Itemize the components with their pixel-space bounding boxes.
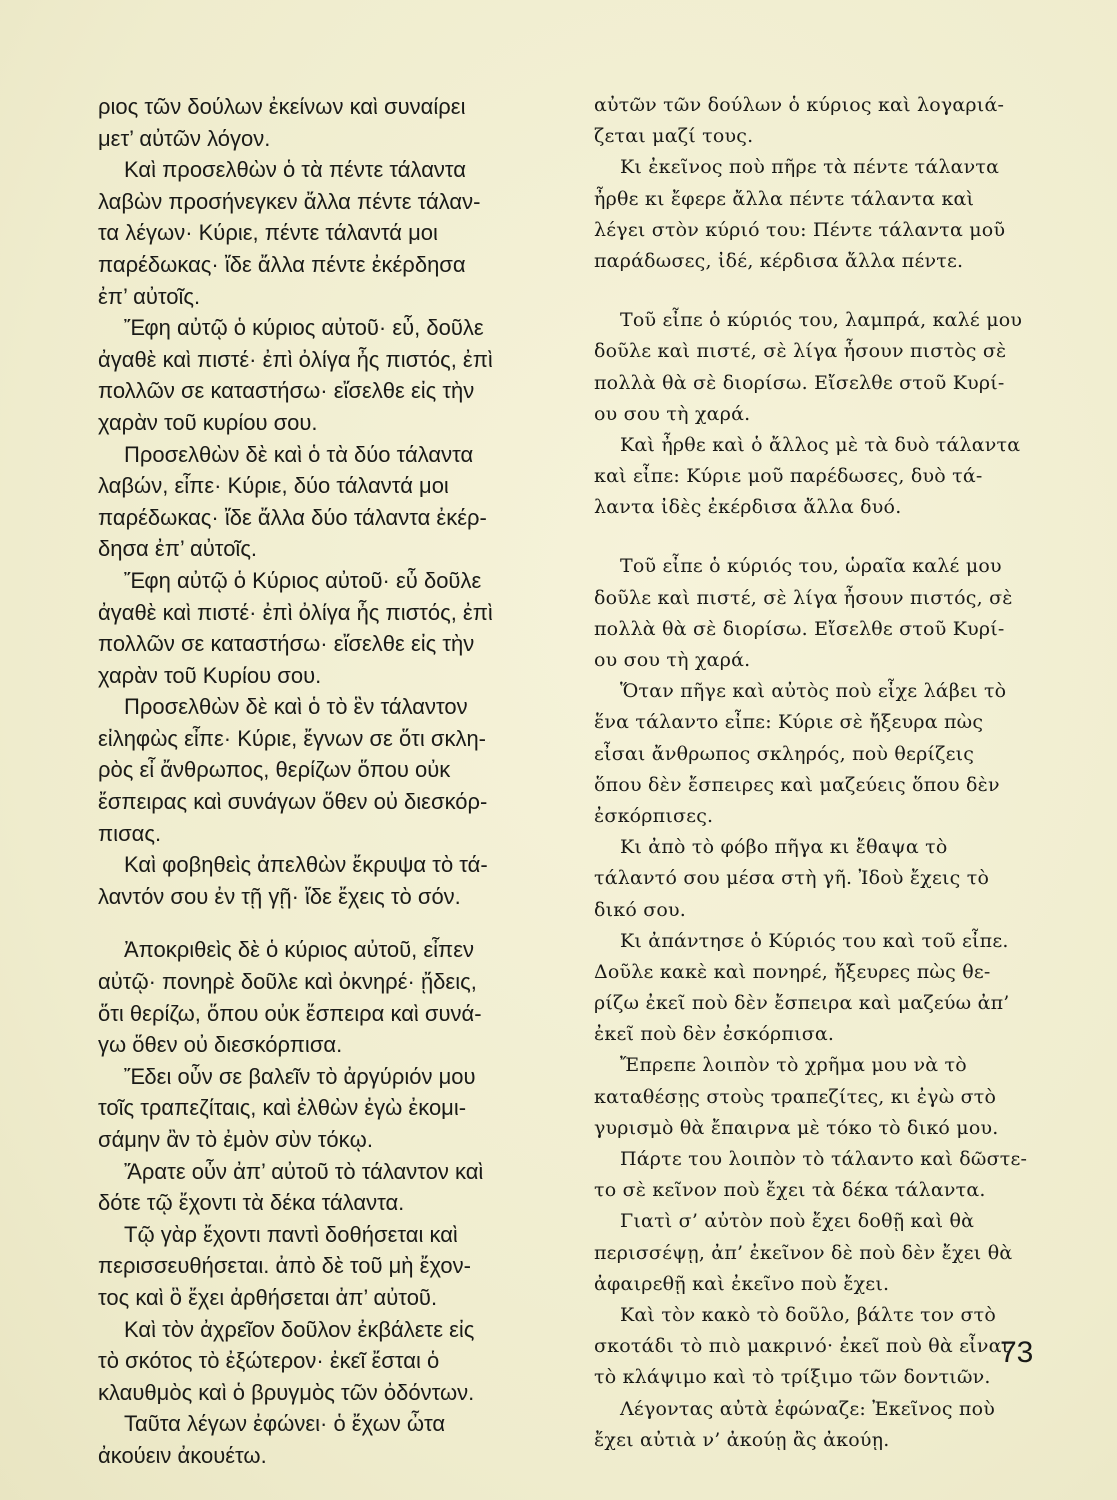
paragraph: [98, 312, 538, 438]
paragraph: [594, 1206, 1044, 1300]
right-column-modern-greek: [594, 90, 1044, 1456]
text-line: Καὶ τὸν ἀχρεῖον δοῦλον ἐκβάλετε εἰς: [124, 1316, 475, 1342]
paragraph: [594, 90, 1044, 152]
text-line: εἰληφὼς εἶπε· Κύριε, ἔγνων σε ὅτι σκλη-: [98, 725, 487, 751]
text-line: χαρὰν τοῦ Κυρίου σου.: [98, 662, 322, 688]
text-line: γω ὅθεν οὐ διεσκόρπισα.: [98, 1032, 343, 1058]
text-line: Ἔφη αὐτῷ ὁ κύριος αὐτοῦ· εὖ, δοῦλε: [124, 315, 484, 341]
paragraph: [594, 551, 1044, 676]
text-line: ἀγαθὲ καὶ πιστέ· ἐπὶ ὀλίγα ἦς πιστός, ἐπὶ: [98, 346, 493, 372]
paragraph: [98, 1156, 538, 1219]
text-line: Ἄρατε οὖν ἀπ’ αὐτοῦ τὸ τάλαντον καὶ: [124, 1158, 484, 1184]
text-line: τὸ σκότος τὸ ἐξώτερον· ἐκεῖ ἔσται ὁ: [98, 1348, 440, 1374]
text-line: Τοῦ εἶπε ὁ κύριός του, λαμπρά, καλέ μου: [620, 309, 1023, 332]
text-line: αὐτῶν τῶν δούλων ὁ κύριος καὶ λογαριά-: [594, 94, 1005, 116]
text-line: ριος τῶν δούλων ἐκείνων καὶ συναίρει: [98, 94, 466, 119]
text-line: Καὶ ἦρθε καὶ ὁ ἄλλος μὲ τὰ δυὸ τάλαντα: [620, 433, 1021, 456]
text-line: Ἀποκριθεὶς δὲ ὁ κύριος αὐτοῦ, εἶπεν: [124, 937, 475, 963]
text-line: λαντόν σου ἐν τῇ γῇ· ἴδε ἔχεις τὸ σόν.: [98, 883, 461, 909]
text-line: εἶσαι ἄνθρωπος σκληρός, ποὺ θερίζεις: [594, 742, 975, 765]
text-line: Κι ἐκεῖνος ποὺ πῆρε τὰ πέντε τάλαντα: [620, 156, 1000, 179]
text-line: πολλὰ θὰ σὲ διορίσω. Εἴσελθε στοῦ Κυρί-: [594, 617, 1005, 640]
paragraph: [98, 439, 538, 565]
text-line: καταθέσῃς στοὺς τραπεζίτες, κι ἐγὼ στὸ: [594, 1085, 997, 1108]
text-line: δότε τῷ ἔχοντι τὰ δέκα τάλαντα.: [98, 1190, 405, 1216]
paragraph: [594, 152, 1044, 277]
text-line: τάλαντό σου μέσα στὴ γῆ. Ἰδοὺ ἔχεις τὸ: [594, 867, 990, 890]
text-line: ἦρθε κι ἔφερε ἄλλα πέντε τάλαντα καὶ: [594, 187, 975, 210]
text-line: ἐσκόρπισες.: [594, 804, 714, 827]
paragraph: [98, 849, 538, 912]
text-line: αὐτῷ· πονηρὲ δοῦλε καὶ ὀκνηρέ· ᾔδεις,: [98, 969, 477, 995]
text-line: Κι ἀπάντησε ὁ Κύριός του καὶ τοῦ εἶπε.: [620, 929, 1009, 952]
paragraph: [594, 1394, 1044, 1456]
text-line: μετ’ αὐτῶν λόγον.: [98, 125, 271, 151]
paragraph: [594, 832, 1044, 926]
text-line: Προσελθὼν δὲ καὶ ὁ τὰ δύο τάλαντα: [124, 441, 474, 467]
text-line: δοῦλε καὶ πιστέ, σὲ λίγα ἦσουν πιστὸς σὲ: [594, 340, 1007, 363]
text-line: ἀγαθὲ καὶ πιστέ· ἐπὶ ὀλίγα ἦς πιστός, ἐπὶ: [98, 599, 493, 625]
text-line: λαβών, εἶπε· Κύριε, δύο τάλαντά μοι: [98, 473, 449, 499]
paragraph: [594, 676, 1044, 832]
text-line: ρίζω ἐκεῖ ποὺ δὲν ἔσπειρα καὶ μαζεύω ἀπ’: [594, 992, 1010, 1015]
text-line: Ἔφη αὐτῷ ὁ Κύριος αὐτοῦ· εὖ δοῦλε: [124, 567, 482, 593]
paragraph: [98, 91, 538, 154]
text-line: ἀφαιρεθῇ καὶ ἐκεῖνο ποὺ ἔχει.: [594, 1272, 890, 1295]
left-column-ancient-greek: [98, 91, 538, 1472]
text-line: τος καὶ ὃ ἔχει ἀρθήσεται ἀπ’ αὐτοῦ.: [98, 1284, 438, 1310]
paragraph: [594, 305, 1044, 430]
text-line: ἐκεῖ ποὺ δὲν ἐσκόρπισα.: [594, 1023, 835, 1046]
text-line: γυρισμὸ θὰ ἔπαιρνα μὲ τόκο τὸ δικό μου.: [594, 1116, 999, 1139]
text-line: λαντα ἰδὲς ἐκέρδισα ἄλλα δυό.: [594, 496, 902, 519]
text-line: σκοτάδι τὸ πιὸ μακρινό· ἐκεῖ ποὺ θὰ εἶναι: [594, 1335, 1010, 1358]
text-line: Κι ἀπὸ τὸ φόβο πῆγα κι ἔθαψα τὸ: [620, 836, 948, 859]
page-number: 73: [1000, 1336, 1034, 1369]
text-line: Ἔπρεπε λοιπὸν τὸ χρῆμα μου νὰ τὸ: [620, 1054, 967, 1077]
text-line: ἔχει αὐτιὰ ν’ ἀκούῃ ἂς ἀκούῃ.: [594, 1428, 890, 1451]
text-line: ζεται μαζί τους.: [594, 125, 754, 148]
text-line: περισσευθήσεται. ἀπὸ δὲ τοῦ μὴ ἔχον-: [98, 1253, 471, 1279]
paragraph: [594, 926, 1044, 1051]
text-line: σάμην ἂν τὸ ἐμὸν σὺν τόκῳ.: [98, 1127, 373, 1152]
text-line: καὶ εἶπε: Κύριε μοῦ παρέδωσες, δυὸ τά-: [594, 465, 983, 488]
text-line: Καὶ τὸν κακὸ τὸ δοῦλο, βάλτε τον στὸ: [620, 1303, 997, 1326]
text-line: λαβὼν προσήνεγκεν ἄλλα πέντε τάλαν-: [98, 188, 481, 214]
text-line: Ταῦτα λέγων ἐφώνει· ὁ ἔχων ὦτα: [124, 1411, 446, 1437]
paragraph: [98, 691, 538, 849]
text-line: πολλῶν σε καταστήσω· εἴσελθε εἰς τὴν: [98, 378, 475, 404]
text-line: λέγει στὸν κύριό του: Πέντε τάλαντα μοῦ: [594, 218, 1006, 241]
paragraph: [98, 934, 538, 1060]
text-line: Ἔδει οὖν σε βαλεῖν τὸ ἀργύριόν μου: [124, 1063, 476, 1089]
text-line: ὅτι θερίζω, ὅπου οὐκ ἔσπειρα καὶ συνά-: [98, 1000, 482, 1026]
text-line: ου σου τὴ χαρά.: [594, 649, 751, 671]
paragraph: [98, 565, 538, 691]
text-line: δικό σου.: [594, 898, 687, 921]
text-line: Δοῦλε κακὲ καὶ πονηρέ, ἤξευρες πὼς θε-: [594, 960, 991, 983]
text-line: πολλὰ θὰ σὲ διορίσω. Εἴσελθε στοῦ Κυρί-: [594, 371, 1005, 394]
text-line: χαρὰν τοῦ κυρίου σου.: [98, 409, 318, 435]
text-line: το σὲ κεῖνον ποὺ ἔχει τὰ δέκα τάλαντα.: [594, 1179, 986, 1202]
text-line: τὸ κλάψιμο καὶ τὸ τρίξιμο τῶν δοντιῶν.: [594, 1366, 991, 1389]
text-line: ἔσπειρας καὶ συνάγων ὅθεν οὐ διεσκόρ-: [98, 789, 488, 815]
text-line: δησα ἐπ’ αὐτοῖς.: [98, 536, 258, 562]
text-line: παρέδωκας· ἴδε ἄλλα δύο τάλαντα ἐκέρ-: [98, 504, 487, 530]
text-line: Τοῦ εἶπε ὁ κύριός του, ὡραῖα καλέ μου: [620, 555, 1002, 578]
text-line: Πάρτε του λοιπὸν τὸ τάλαντο καὶ δῶστε-: [620, 1148, 1028, 1170]
paragraph: [594, 430, 1044, 524]
text-line: κλαυθμὸς καὶ ὁ βρυγμὸς τῶν ὀδόντων.: [98, 1379, 475, 1405]
text-line: τα λέγων· Κύριε, πέντε τάλαντά μοι: [98, 220, 438, 246]
paragraph: [98, 1219, 538, 1314]
text-line: παρέδωκας· ἴδε ἄλλα πέντε ἐκέρδησα: [98, 251, 466, 277]
text-line: Ὅταν πῆγε καὶ αὐτὸς ποὺ εἶχε λάβει τὸ: [620, 680, 1007, 703]
text-line: Καὶ φοβηθεὶς ἀπελθὼν ἔκρυψα τὸ τά-: [124, 852, 488, 878]
text-line: Καὶ προσελθὼν ὁ τὰ πέντε τάλαντα: [124, 157, 467, 183]
text-line: ου σου τὴ χαρά.: [594, 402, 751, 425]
text-line: ἐπ’ αὐτοῖς.: [98, 283, 201, 309]
text-line: Τῷ γὰρ ἔχοντι παντὶ δοθήσεται καὶ: [124, 1221, 458, 1247]
paragraph: [98, 154, 538, 312]
text-line: ὅπου δὲν ἔσπειρες καὶ μαζεύεις ὅπου δὲν: [594, 773, 1000, 796]
text-line: Λέγοντας αὐτὰ ἐφώναζε: Ἐκεῖνος ποὺ: [620, 1397, 995, 1420]
paragraph: [98, 1408, 538, 1471]
text-line: Προσελθὼν δὲ καὶ ὁ τὸ ἓν τάλαντον: [124, 694, 468, 720]
paragraph: [594, 1300, 1044, 1394]
text-line: τοῖς τραπεζίταις, καὶ ἐλθὼν ἐγὼ ἐκομι-: [98, 1095, 467, 1121]
text-line: πισας.: [98, 820, 162, 846]
text-line: ἕνα τάλαντο εἶπε: Κύριε σὲ ἤξευρα πὼς: [594, 711, 984, 734]
paragraph: [98, 1314, 538, 1409]
text-line: περισσέψῃ, ἀπ’ ἐκεῖνον δὲ ποὺ δὲν ἔχει θὰ: [594, 1241, 1013, 1264]
text-line: Γιατὶ σ’ αὐτὸν ποὺ ἔχει δοθῇ καὶ θὰ: [620, 1210, 975, 1233]
paragraph: [594, 1050, 1044, 1144]
text-line: ἀκούειν ἀκουέτω.: [98, 1442, 267, 1468]
text-line: ρὸς εἶ ἄνθρωπος, θερίζων ὅπου οὐκ: [98, 757, 451, 783]
text-line: παράδωσες, ἰδέ, κέρδισα ἄλλα πέντε.: [594, 249, 964, 272]
paragraph: [98, 1061, 538, 1156]
paragraph: [594, 1144, 1044, 1206]
text-line: δοῦλε καὶ πιστέ, σὲ λίγα ἦσουν πιστός, σὲ: [594, 586, 1013, 609]
text-line: πολλῶν σε καταστήσω· εἴσελθε εἰς τὴν: [98, 631, 475, 657]
